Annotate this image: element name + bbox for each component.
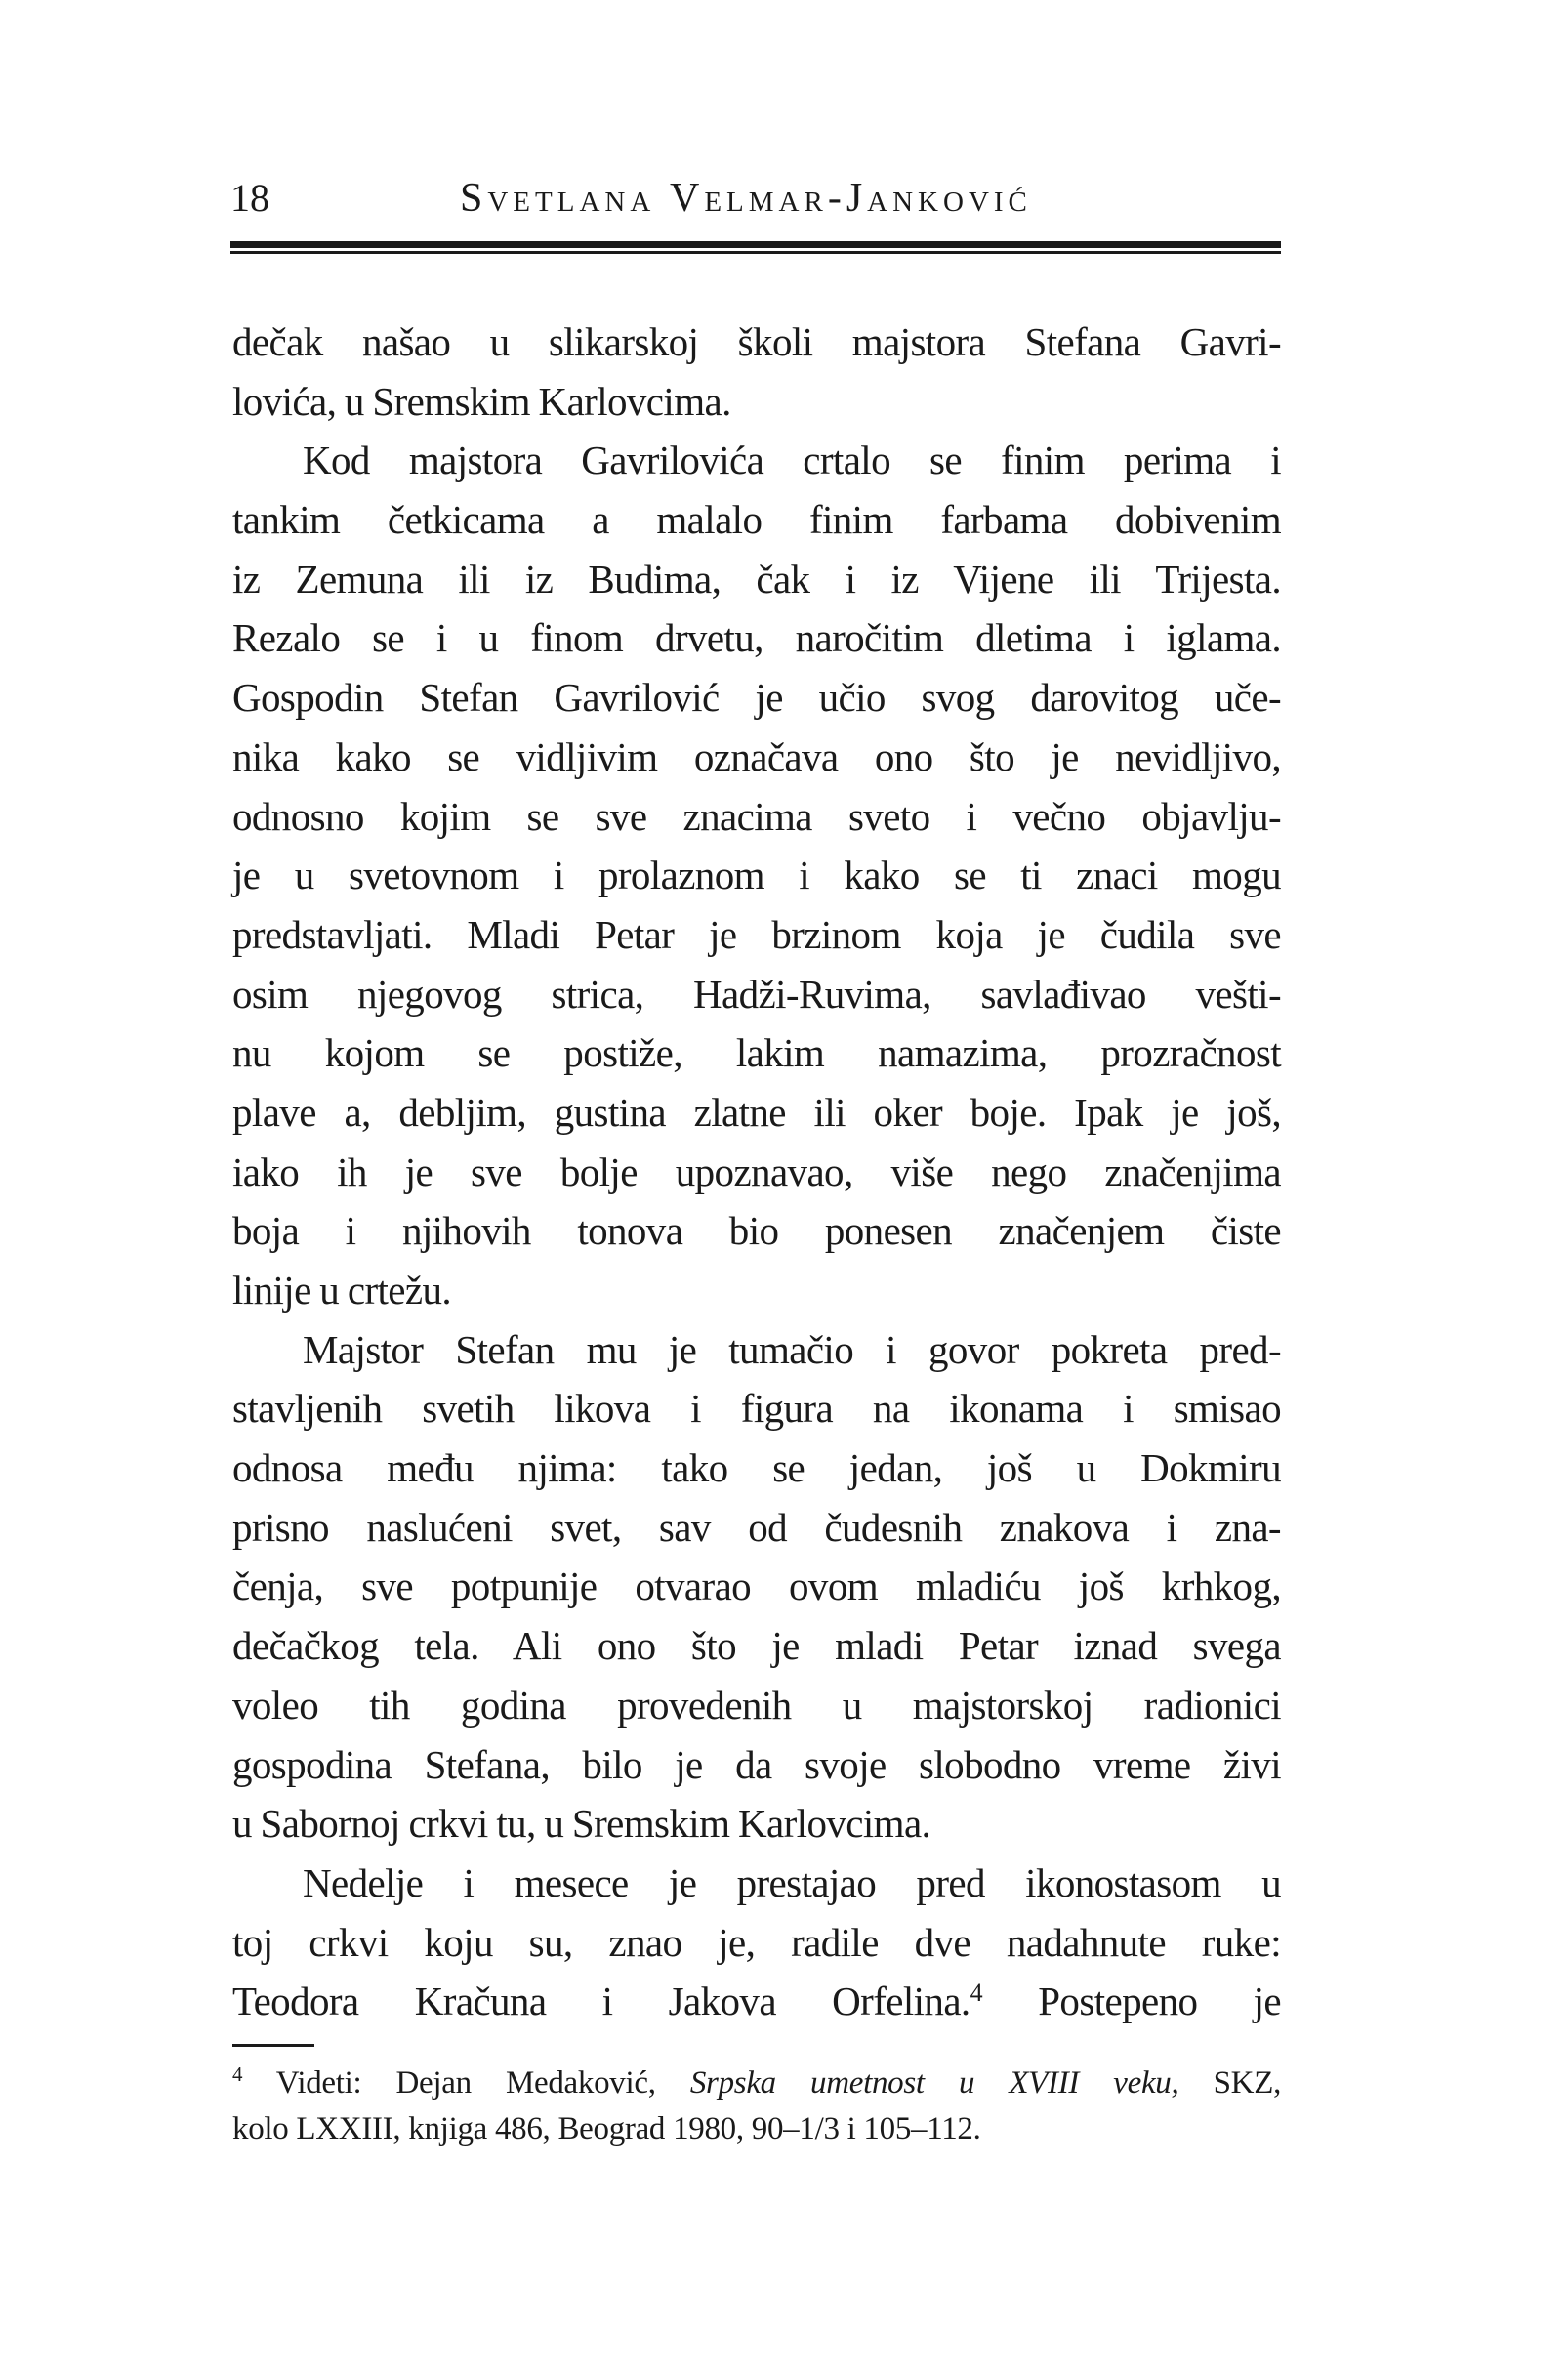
text-line: plave a, debljim, gustina zlatne ili oker boje. Ipak je još, — [232, 1089, 1281, 1135]
body-text — [232, 313, 1281, 2031]
text-line: voleo tih godina provedenih u majstorskoj radionici — [232, 1682, 1281, 1728]
text-line: čenja, sve potpunije otvarao ovom mladiću još krhkog, — [232, 1563, 1281, 1609]
text-line: iz Zemuna ili iz Budima, čak i iz Vijene ili Trijesta. — [232, 556, 1281, 602]
text-line: iako ih je sve bolje upoznavao, više nego značenjima — [232, 1148, 1281, 1194]
header-rule-thick — [230, 241, 1281, 248]
text-line: boja i njihovih tonova bio ponesen značenjem čiste — [232, 1208, 1281, 1254]
text-line: gospodina Stefana, bilo je da svoje slobodno vreme živi — [232, 1741, 1281, 1787]
text-line: lovića, u Sremskim Karlovcima. — [232, 378, 731, 424]
footnote — [232, 2061, 1281, 2152]
footnote-line — [232, 2061, 1281, 2106]
running-head — [230, 174, 1281, 223]
text-line: prisno naslućeni svet, sav od čudesnih znakova i zna- — [232, 1504, 1281, 1550]
text-line: osim njegovog strica, Hadži-Ruvima, savlađivao vešti- — [232, 971, 1281, 1017]
text-segment: Teodora Kračuna i Jakova Orfelina. — [232, 1979, 970, 2024]
text-line: stavljenih svetih likova i figura na ikonama i smisao — [232, 1386, 1281, 1432]
text-line: Majstor Stefan mu je tumačio i govor pokreta pred- — [303, 1326, 1281, 1372]
text-line: predstavljati. Mladi Petar je brzinom koja je čudila sve — [232, 911, 1281, 957]
footnote-marker: 4 — [232, 2063, 243, 2086]
text-segment: Postepeno je — [1038, 1979, 1281, 2024]
footnote-separator — [232, 2044, 314, 2047]
text-line: tankim četkicama a malalo finim farbama dobivenim — [232, 497, 1281, 543]
text-line — [232, 1972, 1281, 2031]
text-line: Kod majstora Gavrilovića crtalo se finim perima i — [303, 438, 1281, 483]
paragraph — [232, 1320, 1281, 1854]
text-line: linije u crtežu. — [232, 1268, 452, 1313]
paragraph — [232, 1854, 1281, 2031]
text-line: nu kojom se postiže, lakim namazima, prozračnost — [232, 1030, 1281, 1076]
text-line: dečak našao u slikarskoj školi majstora Stefana Gavri- — [232, 319, 1281, 364]
footnote-text: SKZ, — [1213, 2065, 1282, 2101]
footnote-reference[interactable]: 4 — [970, 1979, 982, 2008]
header-rule-thin — [230, 251, 1281, 254]
text-line: u Sabornoj crkvi tu, u Sremskim Karlovcima. — [232, 1801, 931, 1847]
text-line: odnosa među njima: tako se jedan, još u Dokmiru — [232, 1445, 1281, 1491]
running-head-title: Svetlana Velmar-Janković — [460, 176, 1032, 221]
text-line: dečačkog tela. Ali ono što je mladi Petar iznad svega — [232, 1623, 1281, 1669]
text-line: Rezalo se i u finom drvetu, naročitim dletima i iglama. — [232, 615, 1281, 661]
footnote-line: kolo LXXIII, knjiga 486, Beograd 1980, 90–1/3 i 105–112. — [232, 2111, 981, 2147]
footnote-book-title: Srpska umetnost u XVIII veku, — [689, 2065, 1179, 2101]
text-line: je u svetovnom i prolaznom i kako se ti znaci mogu — [232, 853, 1281, 898]
text-line: toj crkvi koju su, znao je, radile dve nadahnute ruke: — [232, 1919, 1281, 1965]
text-line: Gospodin Stefan Gavrilović je učio svog darovitog uče- — [232, 675, 1281, 721]
text-line: Nedelje i mesece je prestajao pred ikonostasom u — [303, 1859, 1281, 1905]
footnote-text: Videti: Dejan Medaković, — [275, 2065, 656, 2101]
paragraph — [232, 313, 1281, 431]
text-line: nika kako se vidljivim označava ono što je nevidljivo, — [232, 733, 1281, 779]
page-number: 18 — [230, 176, 269, 220]
paragraph — [232, 431, 1281, 1319]
text-line: odnosno kojim se sve znacima sveto i večno objavlju- — [232, 793, 1281, 839]
